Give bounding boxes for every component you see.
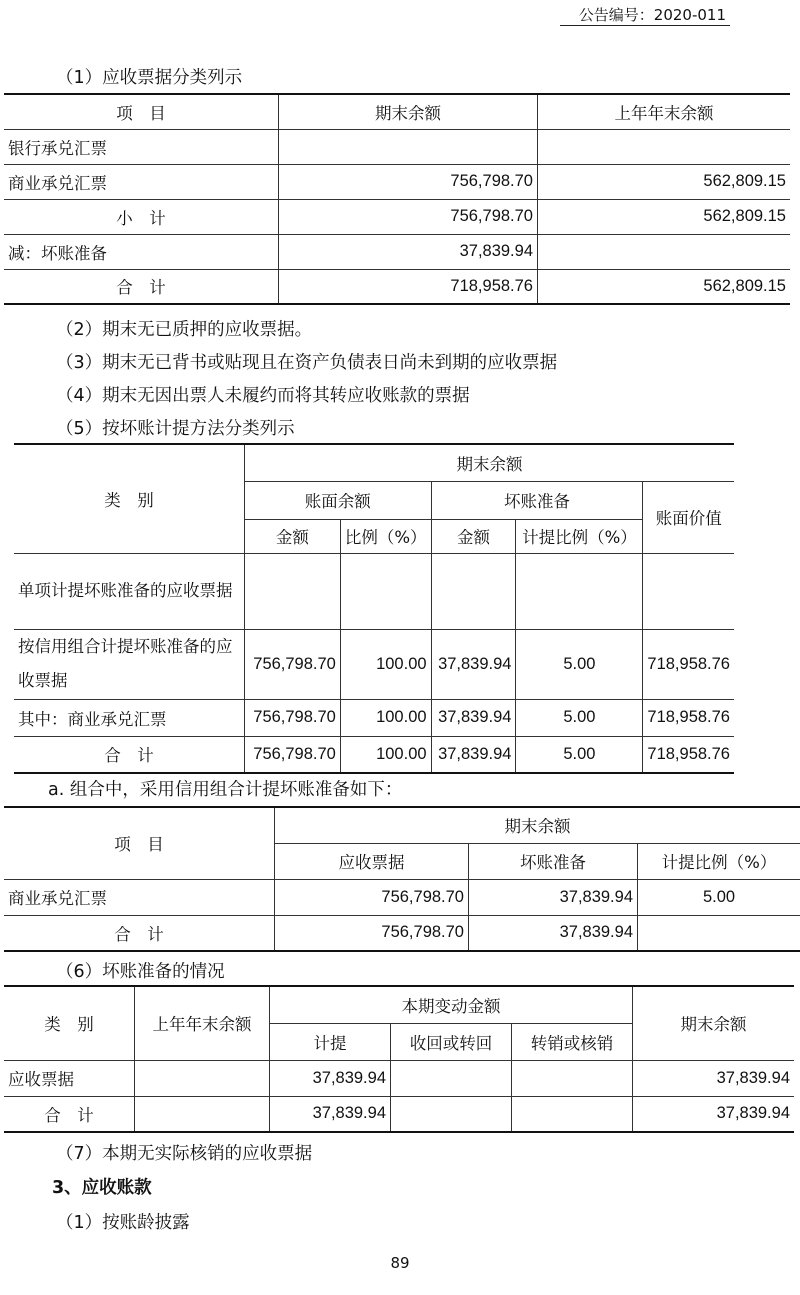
section-1-title: （1）应收票据分类列示 <box>56 68 243 88</box>
cell-ratio: 5.00 <box>638 879 800 915</box>
col-header-ratio: 比例（%） <box>340 519 431 553</box>
cell-book-value: 718,958.76 <box>643 736 734 773</box>
cell-book-value <box>643 553 734 629</box>
cell-bad-ratio: 5.00 <box>516 629 643 699</box>
bad-debt-provision-table <box>4 985 794 1133</box>
row-label: 合 计 <box>4 915 275 951</box>
col-header-change: 本期变动金额 <box>270 986 633 1023</box>
cell-amount: 756,798.70 <box>244 629 340 699</box>
cell-end: 37,839.94 <box>633 1060 795 1096</box>
cell-book-value: 718,958.76 <box>643 699 734 736</box>
col-header-end-balance: 期末余额 <box>244 444 734 481</box>
row-label: 银行承兑汇票 <box>4 129 279 164</box>
cell-prev <box>538 129 791 164</box>
cell-end: 37,839.94 <box>633 1096 795 1132</box>
row-label: 合 计 <box>4 1096 135 1132</box>
row-label: 单项计提坏账准备的应收票据 <box>14 553 244 629</box>
col-header-category: 类 别 <box>14 444 244 553</box>
cell-bad-debt: 37,839.94 <box>469 879 638 915</box>
col-header-bad-debt: 坏账准备 <box>469 843 638 879</box>
col-header-category: 类 别 <box>4 986 135 1060</box>
col-header-item: 项 目 <box>4 807 275 879</box>
col-header-book-balance: 账面余额 <box>244 481 431 519</box>
cell-amount <box>244 553 340 629</box>
note-7: （7）本期无实际核销的应收票据 <box>56 1144 313 1164</box>
col-header-receivable: 应收票据 <box>275 843 469 879</box>
cell-writeoff <box>512 1096 633 1132</box>
row-label: 减：坏账准备 <box>4 234 279 269</box>
col-header-amount2: 金额 <box>431 519 516 553</box>
col-header-end-balance: 期末余额 <box>633 986 795 1060</box>
note-2: （2）期末无已质押的应收票据。 <box>56 320 313 340</box>
cell-bad-amount: 37,839.94 <box>431 736 516 773</box>
table-row <box>14 553 734 629</box>
table-row <box>4 879 800 915</box>
cell-ratio <box>340 553 431 629</box>
cell-prev: 562,809.15 <box>538 269 791 304</box>
table-row <box>4 915 800 951</box>
table-row <box>4 199 790 234</box>
page-number: 89 <box>390 1254 410 1272</box>
bad-debt-method-table <box>14 443 734 774</box>
cell-ratio: 100.00 <box>340 736 431 773</box>
section-a-title: a. 组合中，采用信用组合计提坏账准备如下： <box>48 780 403 800</box>
note-3: （3）期末无已背书或贴现且在资产负债表日尚未到期的应收票据 <box>56 353 558 373</box>
header-rule <box>560 25 730 26</box>
cell-end <box>279 129 538 164</box>
cell-receivable: 756,798.70 <box>275 915 469 951</box>
table-row <box>4 234 790 269</box>
row-label: 商业承兑汇票 <box>4 164 279 199</box>
subsection-1-title: （1）按账龄披露 <box>56 1213 190 1233</box>
cell-ratio <box>638 915 800 951</box>
table-row <box>4 269 790 304</box>
col-header-prev-balance: 上年年末余额 <box>538 94 791 129</box>
cell-prev: 562,809.15 <box>538 164 791 199</box>
col-header-prev-balance: 上年年末余额 <box>135 986 270 1060</box>
cell-bad-debt: 37,839.94 <box>469 915 638 951</box>
cell-provision: 37,839.94 <box>270 1096 391 1132</box>
col-header-bad-debt: 坏账准备 <box>431 481 643 519</box>
cell-book-value: 718,958.76 <box>643 629 734 699</box>
note-5: （5）按坏账计提方法分类列示 <box>56 419 295 439</box>
row-label: 小 计 <box>4 199 279 234</box>
note-4: （4）期末无因出票人未履约而将其转应收账款的票据 <box>56 386 470 406</box>
col-header-provision: 计提 <box>270 1023 391 1060</box>
col-header-amount: 金额 <box>244 519 340 553</box>
col-header-end-balance: 期末余额 <box>279 94 538 129</box>
cell-end: 37,839.94 <box>279 234 538 269</box>
row-label: 合 计 <box>14 736 244 773</box>
cell-ratio: 100.00 <box>340 699 431 736</box>
cell-end: 718,958.76 <box>279 269 538 304</box>
cell-end: 756,798.70 <box>279 199 538 234</box>
col-header-book-value: 账面价值 <box>643 481 734 553</box>
cell-bad-ratio: 5.00 <box>516 736 643 773</box>
col-header-ratio2: 计提比例（%） <box>516 519 643 553</box>
col-header-ratio: 计提比例（%） <box>638 843 800 879</box>
cell-prev <box>135 1096 270 1132</box>
section-3-title: 3、应收账款 <box>52 1178 152 1198</box>
row-label: 商业承兑汇票 <box>4 879 275 915</box>
cell-provision: 37,839.94 <box>270 1060 391 1096</box>
table-row <box>4 164 790 199</box>
document-code: 公告编号：2020-011 <box>578 6 726 24</box>
cell-writeoff <box>512 1060 633 1096</box>
table-row <box>4 129 790 164</box>
cell-bad-amount: 37,839.94 <box>431 699 516 736</box>
col-header-item: 项 目 <box>4 94 279 129</box>
cell-recovery <box>391 1096 512 1132</box>
cell-bad-ratio: 5.00 <box>516 699 643 736</box>
section-6-title: （6）坏账准备的情况 <box>56 962 225 982</box>
table-row <box>14 699 734 736</box>
cell-bad-amount: 37,839.94 <box>431 629 516 699</box>
cell-recovery <box>391 1060 512 1096</box>
table-row <box>14 629 734 699</box>
cell-amount: 756,798.70 <box>244 736 340 773</box>
cell-prev <box>135 1060 270 1096</box>
col-header-writeoff: 转销或核销 <box>512 1023 633 1060</box>
row-label: 合 计 <box>4 269 279 304</box>
cell-receivable: 756,798.70 <box>275 879 469 915</box>
notes-receivable-table <box>4 93 790 305</box>
cell-bad-amount <box>431 553 516 629</box>
col-header-recovery: 收回或转回 <box>391 1023 512 1060</box>
cell-end: 756,798.70 <box>279 164 538 199</box>
row-label: 应收票据 <box>4 1060 135 1096</box>
col-header-end-balance: 期末余额 <box>275 807 800 843</box>
row-label: 按信用组合计提坏账准备的应收票据 <box>14 629 244 699</box>
row-label: 其中：商业承兑汇票 <box>14 699 244 736</box>
table-row <box>4 1060 794 1096</box>
cell-prev <box>538 234 791 269</box>
credit-portfolio-table <box>4 806 800 952</box>
table-row <box>4 1096 794 1132</box>
cell-bad-ratio <box>516 553 643 629</box>
table-row <box>14 736 734 773</box>
cell-ratio: 100.00 <box>340 629 431 699</box>
cell-amount: 756,798.70 <box>244 699 340 736</box>
cell-prev: 562,809.15 <box>538 199 791 234</box>
